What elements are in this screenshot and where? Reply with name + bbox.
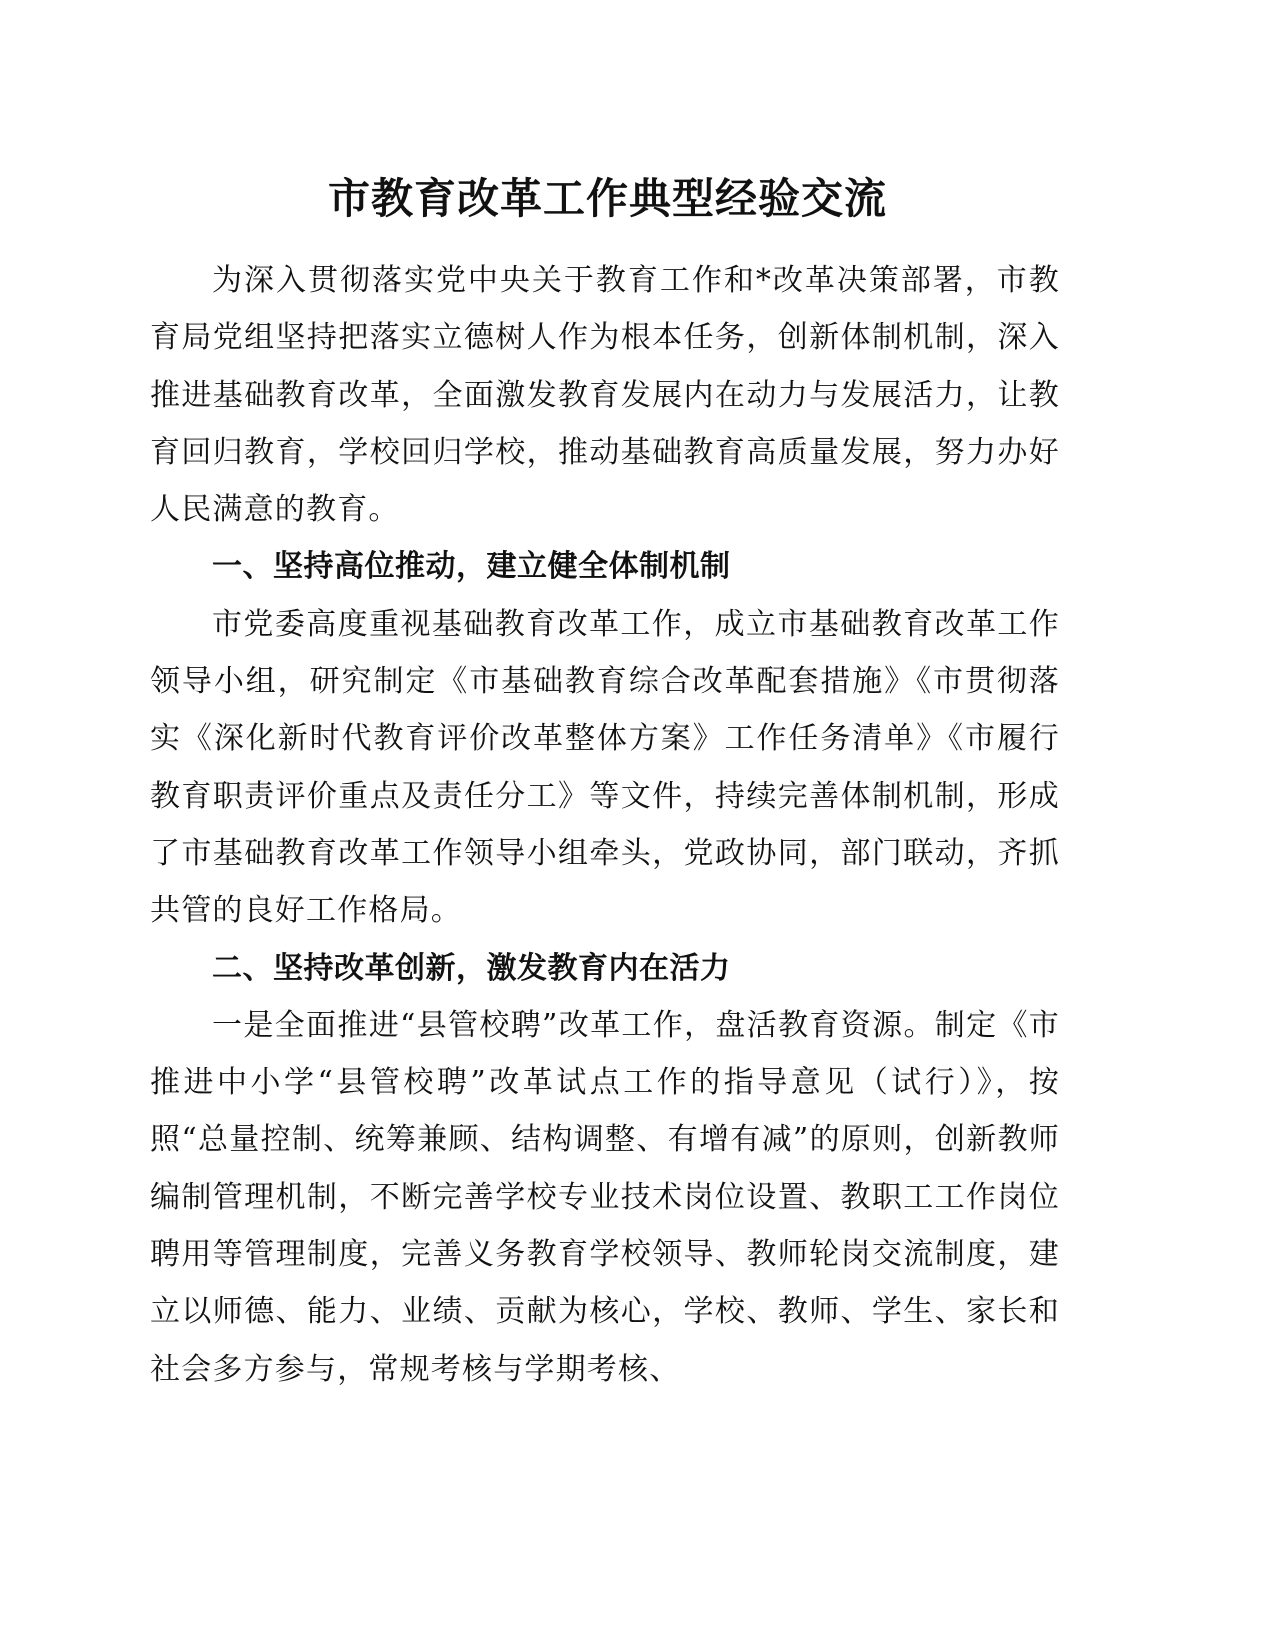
section-2-heading: 二、坚持改革创新，激发教育内在活力 bbox=[212, 950, 731, 986]
section-1-paragraph: 市党委高度重视基础教育改革工作，成立市基础教育改革工作领导小组，研究制定《市基础教育综合改革配套措施》《市贯彻落实《深化新时代教育评价改革整体方案》工作任务清单》《市履行教育职责评价重点及责任分工》等文件，持续完善体制机制，形成了市基础教育改革工作领导小组牵头，党政协同，部门联动，齐抓共管的良好工作格局。 bbox=[150, 606, 1060, 929]
section-1-heading: 一、坚持高位推动，建立健全体制机制 bbox=[212, 549, 731, 585]
section-2-paragraph: 一是全面推进“县管校聘”改革工作，盘活教育资源。制定《市推进中小学“县管校聘”改革试点工作的指导意见（试行）》，按照“总量控制、统筹兼顾、结构调整、有增有减”的原则，创新教师编制管理机制，不断完善学校专业技术岗位设置、教职工工作岗位聘用等管理制度，完善义务教育学校领导、教师轮岗交流制度，建立以师德、能力、业绩、贡献为核心，学校、教师、学生、家长和社会多方参与，常规考核与学期考核、 bbox=[150, 1007, 1060, 1387]
document-body bbox=[150, 252, 1060, 1398]
intro-paragraph: 为深入贯彻落实党中央关于教育工作和*改革决策部署，市教育局党组坚持把落实立德树人作为根本任务，创新体制机制，深入推进基础教育改革，全面激发教育发展内在动力与发展活力，让教育回归教育，学校回归学校，推动基础教育高质量发展，努力办好人民满意的教育。 bbox=[150, 263, 1060, 528]
document-title: 市教育改革工作典型经验交流 bbox=[327, 174, 887, 223]
